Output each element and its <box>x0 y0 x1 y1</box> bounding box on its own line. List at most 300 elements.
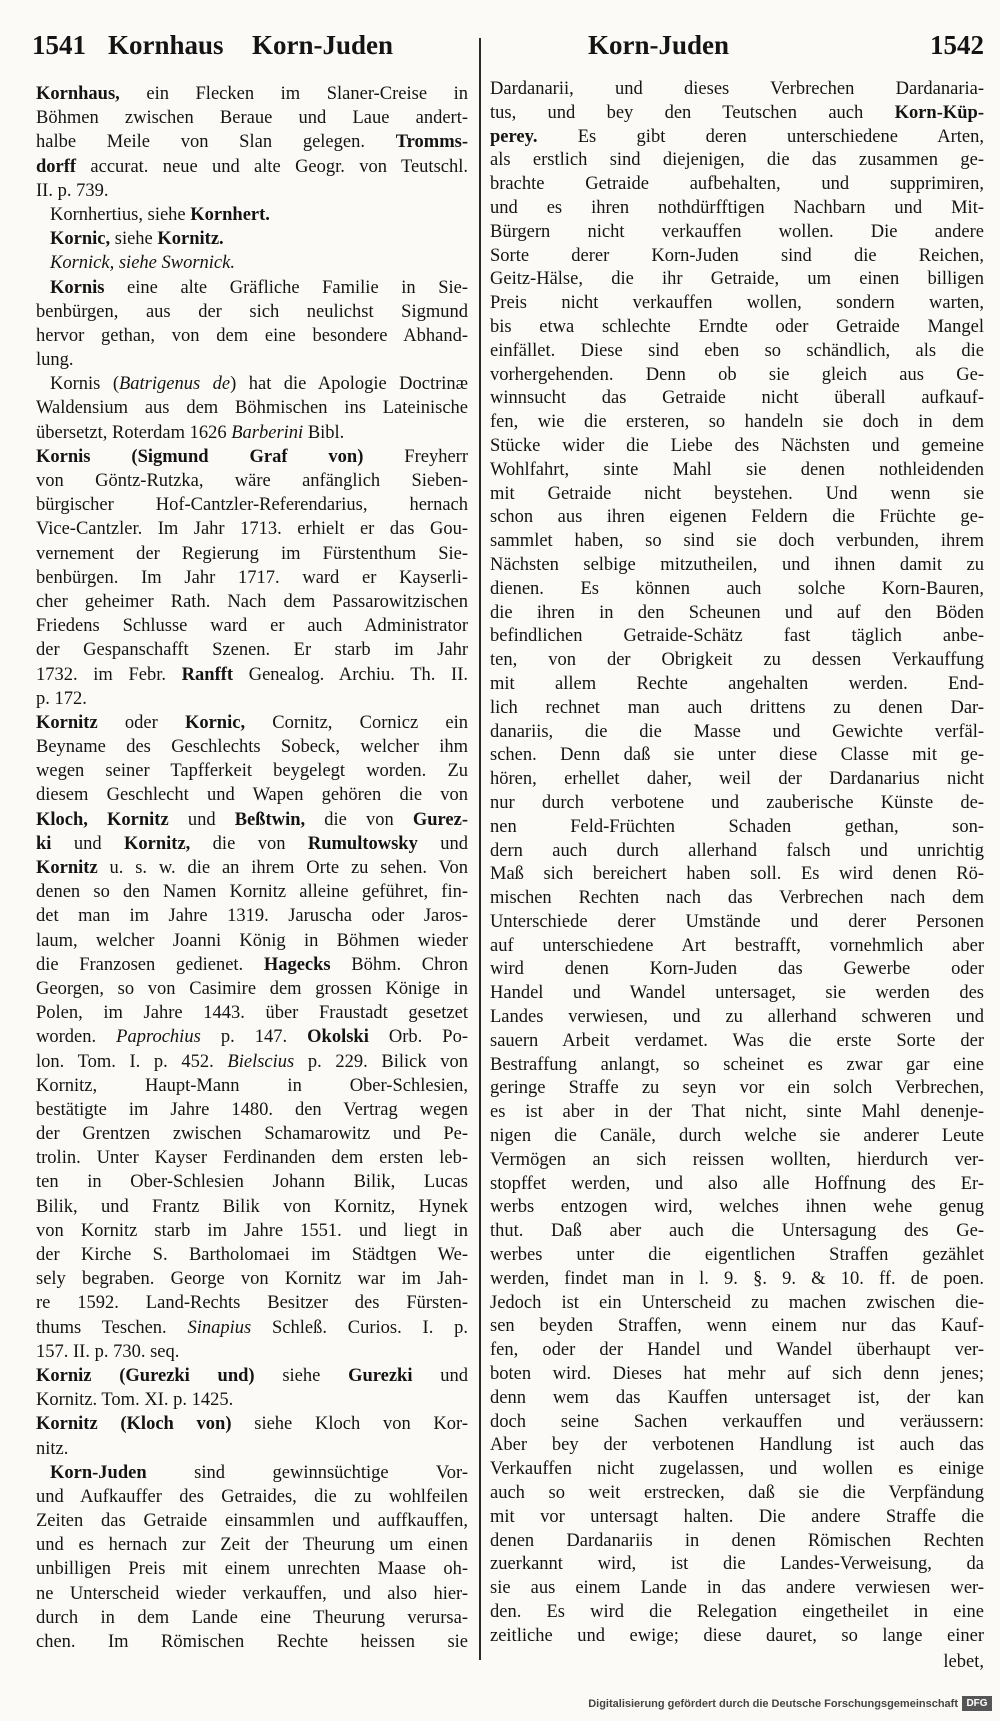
text-line <box>490 1173 984 1197</box>
left-column <box>36 82 468 1654</box>
text-span: benbürgen. Im Jahr 1717. ward er Kayserli- <box>36 567 468 588</box>
text-span: Bibl. <box>303 422 345 443</box>
text-span: worden. <box>36 1027 117 1048</box>
text-span: von Göntz-Rutzka, wäre anfänglich Sieben- <box>36 471 468 491</box>
text-line <box>36 251 468 275</box>
text-line <box>490 197 984 221</box>
text-line <box>36 1098 468 1122</box>
running-head-left-first: Kornhaus <box>108 30 224 60</box>
text-line <box>490 411 984 435</box>
headword: Kornis <box>50 277 105 298</box>
headword: Kornitz <box>36 712 98 733</box>
text-span: boten wird. Dieses hat mehr auf sich denn jenes; <box>490 1364 984 1385</box>
text-line <box>490 78 984 102</box>
text-span: 1732. im Febr. <box>36 664 182 685</box>
text-span: Beyname des Geschlechts Sobeck, welcher ihm <box>36 737 468 758</box>
text-span: siehe Kloch von Kor- <box>231 1414 468 1435</box>
text-line <box>490 1220 984 1244</box>
text-span: danariis, die die Masse und Gewichte verfäl- <box>490 721 984 742</box>
text-span: nigen die Canäle, durch welche sie anderer Leute <box>490 1126 984 1147</box>
text-span: denn wem das Kauffen untersaget ist, der kan <box>490 1387 984 1408</box>
text-span: der Gespanschafft Szenen. Er starb im Jahr <box>36 640 468 661</box>
text-span: thums Teschen. <box>36 1317 188 1338</box>
text-line <box>36 517 468 541</box>
right-column <box>490 78 984 1649</box>
text-span: Aber bey der verbotenen Handlung ist auch das <box>490 1435 984 1456</box>
text-line <box>490 649 984 673</box>
text-span: Böhm. Chron <box>330 954 468 975</box>
text-span: sauern Arbeit verdamet. Was die erste Sorte der <box>490 1030 984 1051</box>
text-line <box>36 1219 468 1243</box>
text-line <box>490 1387 984 1411</box>
text-span: Sorte derer Korn-Juden sind die Reichen, <box>490 245 984 266</box>
headword: Korn-Juden <box>50 1462 147 1483</box>
text-span: chen. Im Römischen Rechte heissen sie <box>36 1632 468 1652</box>
text-line <box>490 721 984 745</box>
text-line <box>490 340 984 364</box>
text-line <box>36 1195 468 1219</box>
text-line <box>490 863 984 887</box>
text-line <box>36 1050 468 1074</box>
text-line <box>490 1006 984 1030</box>
headword: Okolski <box>307 1027 369 1048</box>
text-line <box>490 935 984 959</box>
text-line <box>490 292 984 316</box>
text-line <box>490 1530 984 1554</box>
text-span: Preis nicht verkauffen wollen, sondern warten, <box>490 293 984 314</box>
text-line <box>490 1292 984 1316</box>
text-line <box>36 904 468 928</box>
text-span: siehe <box>110 229 158 250</box>
text-line <box>490 911 984 935</box>
text-span: Friedens Schlusse ward er auch Administrator <box>36 616 468 637</box>
text-line <box>490 126 984 150</box>
text-span: hervor gethan, von dem eine besondere Abhand- <box>36 325 468 346</box>
text-line <box>490 840 984 864</box>
text-span: von Kornitz starb im Jahre 1551. und liegt in <box>36 1220 468 1241</box>
text-span: fen, oder der Handel und Wandel überhaupt ver- <box>490 1340 984 1361</box>
text-span: auch so weit erstrecken, daß sie die Verpfändung <box>490 1483 984 1504</box>
text-span: werbes unter die eigentlichen Straffen gezählet <box>490 1245 984 1266</box>
text-line <box>36 276 468 300</box>
text-line <box>36 300 468 324</box>
text-span: und es hernach zur Zeit der Theurung um einen <box>36 1535 468 1556</box>
text-span: bis etwa schlechte Erndte oder Getraide Mangel <box>490 316 984 337</box>
text-span: Vermögen an sich reissen wollten, hierdurch ver- <box>490 1149 984 1170</box>
text-span: diesem Geschlecht und Wapen gehören die von <box>36 785 468 806</box>
text-line <box>36 1340 468 1364</box>
text-line <box>36 1557 468 1581</box>
text-span: Wohlfahrt, sinte Mahl sie denen nothleidenden <box>490 459 984 480</box>
text-span: als erstlich sind diejenigen, die das zusammen ge- <box>490 150 984 171</box>
text-span: sammlet haben, so sind sie doch verbunden, ihrem <box>490 531 984 552</box>
text-span: und <box>417 833 468 854</box>
headword: Gurez- <box>412 809 468 830</box>
text-span: und <box>168 809 235 830</box>
text-line <box>36 808 468 832</box>
text-span: u. s. w. die an ihrem Orte zu sehen. Von <box>97 858 468 878</box>
text-line <box>36 493 468 517</box>
text-span: eine alte Gräfliche Familie in Sie- <box>104 277 468 298</box>
text-line <box>490 768 984 792</box>
text-line <box>36 1630 468 1654</box>
text-line <box>36 1364 468 1388</box>
text-line <box>490 982 984 1006</box>
text-line <box>490 602 984 626</box>
text-span: und <box>412 1365 468 1386</box>
text-line <box>36 687 468 711</box>
text-line <box>36 929 468 953</box>
text-line <box>490 697 984 721</box>
text-span: hören, erhellet daher, weil der Dardanarius nicht <box>490 769 984 790</box>
text-line <box>36 1170 468 1194</box>
headword: Kornis (Sigmund Graf von) <box>36 446 364 467</box>
text-span: ten, von der Obrigkeit zu dessen Verkauffung <box>490 650 984 671</box>
text-line <box>36 469 468 493</box>
text-line <box>490 958 984 982</box>
running-head-right: Korn-Juden <box>588 30 730 60</box>
text-line <box>36 735 468 759</box>
text-span: siehe <box>254 1365 349 1386</box>
text-line <box>36 638 468 662</box>
text-span: zeitliche und ewige; diese dauret, so lange einer <box>490 1625 984 1646</box>
text-line <box>36 953 468 977</box>
text-line <box>36 1412 468 1436</box>
text-line <box>36 372 468 396</box>
text-span: und es ihren nothdürfftigen Nachbarn und Mit- <box>490 197 984 218</box>
text-line <box>36 590 468 614</box>
text-line <box>36 711 468 735</box>
text-line <box>490 1339 984 1363</box>
text-span: Jedoch ist ein Unterscheid zu machen zwischen die- <box>490 1292 984 1313</box>
text-line <box>490 1315 984 1339</box>
text-span: die ihren in den Scheunen und auf den Böden <box>490 602 984 623</box>
text-line <box>490 1434 984 1458</box>
text-span: denen so den Namen Kornitz alleine geführet, fin- <box>36 882 468 903</box>
text-line <box>490 1244 984 1268</box>
text-line <box>36 1437 468 1461</box>
headword: Kornitz. <box>157 229 224 250</box>
latin-citation: Bielscius <box>227 1051 295 1072</box>
text-span: denen Dardanariis in denen Römischen Rechten <box>490 1530 984 1551</box>
text-line <box>36 1267 468 1291</box>
text-span: vernement der Regierung im Fürstenthum Sie- <box>36 543 468 564</box>
text-line <box>36 1582 468 1606</box>
latin-citation: Paprochius <box>116 1027 201 1048</box>
text-line <box>490 245 984 269</box>
text-line <box>490 364 984 388</box>
headword: Kornic, <box>50 229 111 250</box>
text-span: und Aufkauffer des Getraides, die zu wohlfeilen <box>36 1486 468 1507</box>
text-line <box>36 324 468 348</box>
text-line <box>490 221 984 245</box>
text-line <box>490 887 984 911</box>
headword: Korniz (Gurezki und) <box>36 1365 255 1386</box>
text-span: nen Feld-Früchten Schaden gethan, son- <box>490 816 984 837</box>
page-number-left: 1541 <box>32 30 86 60</box>
text-span: Stücke wider die Liebe des Nächsten und gemeine <box>490 435 984 456</box>
text-line <box>490 1101 984 1125</box>
headword: dorff <box>36 156 77 177</box>
text-span: fen, wie die ersteren, so handeln sie doch in dem <box>490 412 984 433</box>
text-span: Kornis ( <box>50 374 119 395</box>
text-line <box>490 435 984 459</box>
text-span: Kornhertius, siehe <box>50 204 191 225</box>
headword: Rumultowsky <box>307 833 418 854</box>
text-span: es ist aber in der That nicht, sinte Mahl denenje- <box>490 1102 984 1123</box>
text-line <box>490 530 984 554</box>
text-line <box>36 348 468 372</box>
text-line <box>490 744 984 768</box>
text-span: die Franzosen gedienet. <box>36 954 264 975</box>
headword: Gurezki <box>348 1365 413 1386</box>
text-span: Dardanarii, und dieses Verbrechen Dardanaria- <box>490 79 984 99</box>
text-span: re 1592. Land-Rechts Besitzer des Fürsten- <box>36 1293 468 1314</box>
text-span: winnsucht das Getraide nicht überall aufkauf- <box>490 388 984 409</box>
text-span: den. Es wird die Relegation eingetheilet in eine <box>490 1602 984 1622</box>
text-line <box>36 106 468 130</box>
text-span: Geitz-Hälse, die ihr Getraide, um einen billigen <box>490 269 984 290</box>
text-line <box>490 1553 984 1577</box>
text-span: lon. Tom. I. p. 452. <box>36 1051 228 1072</box>
text-line <box>490 1482 984 1506</box>
text-line <box>36 445 468 469</box>
text-line <box>490 483 984 507</box>
latin-citation: Batrigenus de <box>118 374 231 395</box>
text-line <box>36 1001 468 1025</box>
text-span: bestätigte im Jahre 1480. den Vertrag wegen <box>36 1099 468 1120</box>
text-line <box>490 1268 984 1292</box>
text-span: wird denen Korn-Juden das Gewerbe oder <box>490 959 984 980</box>
text-span: Kornitz. Tom. XI. p. 1425. <box>36 1390 234 1411</box>
text-span: Bilik, und Frantz Bilik von Kornitz, Hynek <box>36 1196 468 1217</box>
text-span: zuerkannt wird, ist die Landes-Verweisung, da <box>490 1554 984 1575</box>
running-head-left-second: Korn-Juden <box>252 30 394 60</box>
text-span: vorhergehenden. Denn ob sie gleich aus Ge- <box>490 364 984 385</box>
catchword: lebet, <box>943 1652 984 1672</box>
latin-citation: Barberini <box>231 422 304 443</box>
text-span: ten in Ober-Schlesien Johann Bilik, Lucas <box>36 1172 468 1193</box>
text-line <box>490 1196 984 1220</box>
text-line <box>490 316 984 340</box>
text-line <box>36 663 468 687</box>
headword: Korn-Küp- <box>894 102 984 123</box>
text-line <box>36 977 468 1001</box>
text-span: Kornitz, Haupt-Mann in Ober-Schlesien, <box>36 1075 468 1096</box>
text-span: p. 172. <box>36 688 87 709</box>
text-span: det man im Jahre 1319. Jaruscha oder Jaros- <box>36 906 468 927</box>
text-span: befindlichen Getraide-Schätz fast täglich anbe- <box>490 626 984 647</box>
latin-citation: Sinapius <box>187 1317 252 1338</box>
text-span: brachte Getraide aufbehalten, und supprimiren, <box>490 174 984 195</box>
text-span: nur durch verbotene und zauberische Künste de- <box>490 792 984 813</box>
text-line <box>36 1485 468 1509</box>
text-line <box>36 1291 468 1315</box>
text-span: stopffet werden, und also alle Hoffnung des Er- <box>490 1173 984 1194</box>
text-span: accurat. neue und alte Geogr. von Teutschl. <box>76 156 468 177</box>
text-span: einfället. Diese sind eben so schändlich, als die <box>490 340 984 361</box>
text-span: Landes verwiesen, und zu allerhand schweren und <box>490 1007 984 1028</box>
text-span: sind gewinnsüchtige Vor- <box>146 1462 468 1483</box>
text-line <box>490 578 984 602</box>
text-span: mischen Rechten nach das Verbrechen nach dem <box>490 888 984 909</box>
text-line <box>490 1577 984 1601</box>
text-line <box>36 1388 468 1412</box>
text-line <box>36 82 468 106</box>
text-span: dienen. Es können auch solche Korn-Bauren, <box>490 578 984 599</box>
dfg-logo: DFG <box>962 1696 992 1711</box>
text-span: Schleß. Curios. I. p. <box>251 1317 468 1338</box>
text-span: die von <box>305 809 413 830</box>
text-line <box>36 1533 468 1557</box>
text-span: werbs entzogen wird, welches ihnen wehe genug <box>490 1197 984 1218</box>
headword: Ranfft <box>181 664 234 685</box>
text-line <box>36 832 468 856</box>
text-line <box>36 542 468 566</box>
text-line <box>490 1125 984 1149</box>
latin-citation: Kornick, siehe Swornick. <box>50 253 235 274</box>
headword: perey. <box>490 126 538 147</box>
text-span: cher geheimer Rath. Nach dem Passarowitzischen <box>36 591 468 612</box>
text-line <box>490 625 984 649</box>
text-span: und <box>51 833 124 854</box>
text-line <box>490 792 984 816</box>
text-line <box>36 1316 468 1340</box>
text-span: lung. <box>36 350 74 371</box>
text-span: Cornitz, Cornicz ein <box>245 712 468 733</box>
text-span: Unterschiede derer Umstände und derer Personen <box>490 911 984 932</box>
text-span: doch seine Sachen verkauffen und veräussern: <box>490 1411 984 1432</box>
text-span: Bestraffung anlangt, so scheinet es zwar gar eine <box>490 1054 984 1075</box>
text-line <box>490 387 984 411</box>
text-span: die von <box>190 833 308 854</box>
text-span: mit vor untersagt halten. Die andere Straffe die <box>490 1506 984 1527</box>
text-span: werden, findet man in l. 9. §. 9. & 10. ff. de poen. <box>490 1268 984 1289</box>
text-line <box>490 102 984 126</box>
text-line <box>490 1411 984 1435</box>
text-line <box>490 816 984 840</box>
headword: Kornic, <box>184 712 246 733</box>
text-line <box>36 1461 468 1485</box>
text-span: Verkauffen nicht zugelassen, und wollen es einige <box>490 1459 984 1480</box>
text-line <box>36 783 468 807</box>
text-span: sie aus einem Lande in das andere verwiesen wer- <box>490 1578 984 1599</box>
text-line <box>36 179 468 203</box>
text-line <box>36 421 468 445</box>
headword: Kornitz (Kloch von) <box>36 1414 232 1435</box>
page-number-right: 1542 <box>930 30 984 60</box>
text-span: oder <box>97 712 185 733</box>
text-span: lich rechnet man auch drittens zu denen Dar- <box>490 697 984 718</box>
text-line <box>36 130 468 154</box>
text-span: laum, welcher Joanni König in Böhmen wieder <box>36 930 468 951</box>
text-span: ) hat die Apologie Doctrinæ <box>230 374 468 395</box>
text-line <box>490 1458 984 1482</box>
headword: Kloch, Kornitz <box>36 809 169 830</box>
text-span: geringe Straffe zu seyn vor ein solch Verbrechen, <box>490 1078 984 1099</box>
headword: ki <box>36 833 52 854</box>
text-line <box>36 614 468 638</box>
text-line <box>36 227 468 251</box>
text-line <box>490 268 984 292</box>
text-line <box>490 554 984 578</box>
headword: Tromms- <box>395 132 468 153</box>
text-span: tus, und bey den Teutschen auch <box>490 102 895 123</box>
text-span: mit allem Rechte angehalten werden. End- <box>490 673 984 694</box>
text-line <box>490 1506 984 1530</box>
text-line <box>490 1030 984 1054</box>
text-line <box>490 173 984 197</box>
text-span: Genealog. Archiu. Th. II. <box>233 664 468 685</box>
text-span: mit Getraide nicht beystehen. Und wenn sie <box>490 483 984 504</box>
text-line <box>36 1122 468 1146</box>
text-line <box>36 1146 468 1170</box>
text-span: übersetzt, Roterdam 1626 <box>36 422 232 443</box>
column-divider <box>479 38 481 1660</box>
text-span: schon aus ihren eigenen Feldern die Früchte ge- <box>490 507 984 528</box>
text-span: sen beyden Straffen, wenn einem nur das Kauf- <box>490 1316 984 1337</box>
text-span: p. 229. Bilick von <box>294 1051 468 1072</box>
text-span: Freyherr <box>363 446 468 467</box>
text-span: Waldensium aus dem Böhmischen ins Lateinische <box>36 398 468 419</box>
text-span: wegen seiner Tapfferkeit beygelegt worden. Zu <box>36 761 468 782</box>
text-span: Es gibt deren unterschiedene Arten, <box>537 126 984 147</box>
text-line <box>490 1363 984 1387</box>
text-span: 157. II. p. 730. seq. <box>36 1341 180 1362</box>
text-line <box>36 1025 468 1049</box>
text-span: nitz. <box>36 1438 69 1459</box>
text-line <box>36 1243 468 1267</box>
text-span: benbürgen, aus der sich neulichst Sigmund <box>36 301 468 322</box>
text-span: Zeiten das Getraide einsammlen und auffkauffen, <box>36 1511 468 1532</box>
text-span: Handel und Wandel untersaget, sie werden des <box>490 983 984 1004</box>
text-span: thut. Daß aber auch die Untersagung des Ge- <box>490 1221 984 1242</box>
headword: Kornitz <box>36 858 98 878</box>
text-line <box>36 856 468 880</box>
text-span: Nächsten selbige mitzutheilen, und ihnen damit zu <box>490 554 984 575</box>
text-span: Georgen, so von Casimire dem grossen Könige in <box>36 978 468 999</box>
headword: Kornitz, <box>124 833 191 854</box>
headword: Kornhert. <box>190 204 270 225</box>
text-span: halbe Meile von Slan gelegen. <box>36 132 396 153</box>
headword: Kornhaus, <box>36 84 120 104</box>
text-span: ne Unterscheid wieder verkauffen, und also hier- <box>36 1583 468 1604</box>
text-span: schen. Denn daß sie unter diese Classe mit ge- <box>490 745 984 766</box>
text-line <box>36 1509 468 1533</box>
text-span: Orb. Po- <box>368 1027 468 1048</box>
text-line <box>490 1077 984 1101</box>
text-line <box>36 1606 468 1630</box>
text-span: Bürgern nicht verkauffen wollen. Die andere <box>490 221 984 242</box>
text-line <box>36 1074 468 1098</box>
text-span: ein Flecken im Slaner-Creise in <box>119 84 468 104</box>
text-line <box>36 566 468 590</box>
text-span: II. p. 739. <box>36 180 109 201</box>
text-span: unbilligen Preis mit einem unrechten Maase oh- <box>36 1559 468 1580</box>
text-span: Böhmen zwischen Beraue und Laue andert- <box>36 108 468 129</box>
text-line <box>490 149 984 173</box>
text-span: Vice-Cantzler. Im Jahr 1713. erhielt er das Gou- <box>36 519 468 540</box>
text-span: durch in dem Lande eine Theurung verursa- <box>36 1607 468 1628</box>
text-line <box>490 1149 984 1173</box>
headword: Beßtwin, <box>234 809 306 830</box>
headword: Hagecks <box>263 954 331 975</box>
text-span: sely begraben. George von Kornitz war im Jah- <box>36 1269 468 1290</box>
text-line <box>36 759 468 783</box>
text-line <box>490 673 984 697</box>
text-line <box>36 880 468 904</box>
text-line <box>490 1625 984 1649</box>
